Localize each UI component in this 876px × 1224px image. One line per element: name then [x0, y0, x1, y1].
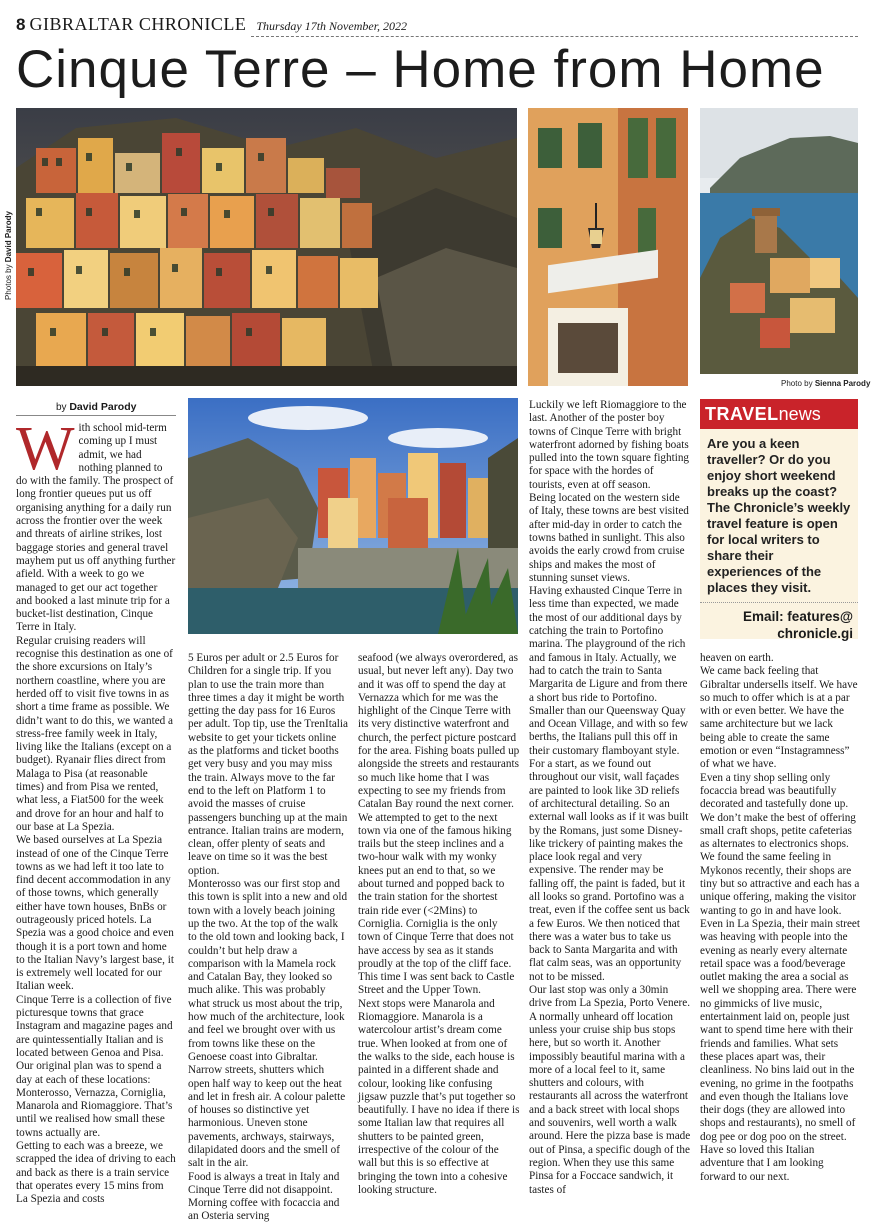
dateline: Thursday 17th November, 2022	[256, 19, 408, 33]
manarola-town-illustration	[16, 108, 517, 386]
drop-cap: W	[16, 415, 75, 483]
article-paragraph: seafood (we always overordered, as usual, but never left any). Day two and it was off to spend the day at Vernazza which for me was the highlight of the Cinque Terre with its very distinctive waterfront and church, the perfect picture postcard for the area. Fishing boats pulled up alongside the streets and restaurants so much like home that I was expecting to see my friends from Catalan Bay round the next corner. We attempted to get to the next town via one of the famous hiking trails but the steep inclines and a two-hour walk with my wonky knees put an end to that, so we about turned and popped back to the train station for the shortest train ride ever (<2Mins) to Corniglia. Corniglia is the only town of Cinque Terre that does not have access by sea as it stands proudly at the top of the cliff face. This time I was sent back to Castle Street and the Upper Town.	[358, 652, 520, 997]
article-paragraph: Next stops were Manarola and Riomaggiore. Manarola is a watercolour artist’s dream come true. When looked at from one of the walks to the side, each house is painted in a different shade and colour, looking like confusing jigsaw puzzle that’s put together so beautifully. I have no idea if there is some Italian law that requires all shutters to be painted green, irrespective of the colour of the wall but this is so effective at bringing the town into a cohesive looking structure.	[358, 997, 520, 1196]
travel-news-header	[700, 399, 858, 429]
travel-divider	[700, 602, 858, 603]
credit-right-prefix: Photo by	[781, 379, 813, 388]
byline	[56, 401, 136, 413]
masthead: GIBRALTAR CHRONICLE	[29, 14, 247, 34]
travel-news-box	[700, 399, 858, 639]
article-paragraph: Having exhausted Cinque Terre in less time than expected, we made the most of our additional days by catching the train to Portofino marina. The playground of the rich and famous in Italy. Actually, we had to catch the train to Santa Margarita de Ligure and from there a short bus ride to Portofino. Smaller than our Queensway Quay and Ocean Village, and with so few berths, the Italians pull this off in their customary flamboyant style.	[529, 585, 689, 757]
photo-coast-tower	[700, 108, 858, 374]
article-column-5	[700, 652, 860, 1200]
photo-credit-left	[4, 210, 13, 300]
travel-email-label: Email: features@	[743, 609, 853, 624]
travel-email-domain: chronicle.gi	[777, 626, 853, 641]
article-paragraph: ith school mid-term coming up I must admit, we had nothing planned to do with the family. The prospect of long frontier queues put us off organising anything for a daily run across the frontier over the week and threats of airline strikes, lost baggage stories and general travel mayhem put us off anything further afield. With a week to go we managed to get our act together and booked a last minute trip for a bucket-list destination, Cinque Terre in Italy.	[16, 422, 176, 634]
article-paragraph: Food is always a treat in Italy and Cinque Terre did not disappoint. Morning coffee with focaccia and an Osteria serving	[188, 1170, 340, 1223]
travel-email	[700, 608, 858, 642]
article-paragraph: Our last stop was only a 30min drive from La Spezia, Porto Venere. A normally unheard off location unless your cruise ship bus stops here, but so worth it. Another impossibly beautiful marina with a more of a local feel to it, same shutters and colours, with restaurants all across the waterfront and a back street with local shops and souvenirs, well worth a walk around. Here the pizza base is made out of Pinsa, a specific dough of the region. When they use this same Pinsa for a Foccace sandwich, it tastes of	[529, 984, 691, 1196]
street-lamp-illustration	[528, 108, 688, 386]
article-paragraph: We came back feeling that Gibraltar undersells itself. We have so much to offer which is at a par with or even better. We have the same architecture but we lack being able to create the same emotion or even “Instagramness” of what we have.	[700, 665, 858, 771]
credit-left-prefix: Photos by	[4, 264, 13, 300]
page-number: 8	[16, 15, 26, 34]
photo-manarola	[16, 108, 517, 386]
article-paragraph: We don’t make the best of offering small craft shops, petite cafeterias as alternates to electronics shops. We found the same feeling in Mykonos recently, their shops are tiny but so attractive and each has a unique offering, making the visitor wanting to go in and have look. Even in La Spezia, their main street was heaving with people into the evening as nearly every alternate retail space was a food/beverage outlet making the area a social as well we shopping area. There were no gimmicks of live music, entertainment laid on, people just want to spend time here with their friends and families. What sets these places apart was, their cleanliness. No bins laid out in the evening, no grime in the footpaths and even though the Italians love their dogs (they are allowed into shops and restaurants), no smell of dog pee or dog poo on the street.	[700, 811, 860, 1143]
article-paragraph: We based ourselves at La Spezia instead of one of the Cinque Terre towns as we had left it too late to find decent accommodation in any of those towns, which generally either have town houses, BnBs or outrageously priced hotels. La Spezia was a good choice and even though it is a port town and home to the Italian Navy’s largest base, it is extremely well located for our Italian week.	[16, 834, 174, 993]
article-column-4	[529, 399, 691, 1200]
article-paragraph: Monterosso was our first stop and this town is split into a new and old town with a lovely beach joining up the two. At the top of the walk to the old town and looking back, I couldn’t but help draw a comparison with la Mamela rock and Catalan Bay, they looked so much alike. This was probably what struck us most about the trip, how much of the architecture, look and feel we brought over with us from towns like these on the Genoese coast into Gibraltar. Narrow streets, shutters which open half way to keep out the heat and let in fresh air. A colour palette of houses so distinctive yet harmonious. Uneven stone pavements, archways, stairways, dilapidated doors and the smell of salt in the air.	[188, 878, 348, 1170]
article-paragraph: heaven on earth.	[700, 652, 774, 664]
credit-right-name: Sienna Parody	[814, 379, 871, 388]
coast-tower-illustration	[700, 108, 858, 374]
article-paragraph: Being located on the western side of Italy, these towns are best visited after mid-day in order to catch the towns bathed in sunlight. This also avoids the early crowd from cruise ships and makes the most of stunning sunset views.	[529, 492, 689, 584]
byline-author: David Parody	[69, 401, 137, 413]
credit-left-name: David Parody	[4, 211, 13, 263]
article-paragraph: 5 Euros per adult or 2.5 Euros for Children for a single trip. If you plan to use the train more than three times a day it might be worth getting the day pass for 16 Euros per adult. Top tip, use the TrenItalia website to get your tickets online as the platforms and ticket booths get very busy and you may miss the train. Always move to the far end to the left on Platform 1 to avoid the masses of cruise passengers bunching up at the main entrance. Italian trains are modern, clean, offer plenty of seats and leave on time so it was the best option.	[188, 652, 348, 877]
header-rule	[251, 36, 858, 37]
photo-riomaggiore	[188, 398, 518, 634]
travel-title-light: news	[778, 404, 821, 424]
photo-street-lamp	[528, 108, 688, 386]
article-paragraph: Cinque Terre is a collection of five picturesque towns that grace Instagram and magazine pages and are quintessentially Italian and is located between Genoa and Pisa. Our original plan was to spend a day at each of these locations: Monterosso, Vernazza, Corniglia, Manarola and Riomaggiore. That’s until we realised how small these towns actually are.	[16, 993, 173, 1139]
article-paragraph: Getting to each was a breeze, we scrapped the idea of driving to each and back as there is a train service that operates every 15 mins from La Spezia and costs	[16, 1140, 176, 1206]
article-paragraph: Regular cruising readers will recognise this destination as one of the shore excursions on Italy’s northern coastline, where you are herded off to visit five towns in as short a time frame as possible. We didn’t want to do this, we wanted a stress-free family week in Italy, living like the Italians (except on a budget). Ryanair flies direct from Malaga to Pisa (at reasonable times) and from Pisa we rented, what less, a Fiat500 for the week and drove for an hour and half to our base at La Spezia.	[16, 634, 174, 833]
article-paragraph: Even a tiny shop selling only focaccia bread was beautifully decorated and tastefully done up.	[700, 771, 849, 811]
travel-title-bold: TRAVEL	[705, 404, 779, 424]
travel-news-body: Are you a keen traveller? Or do you enjoy short weekend breaks up the coast? The Chronicle’s weekly travel feature is open for local writers to share their experiences of the places they visit.	[707, 436, 851, 595]
riomaggiore-illustration	[188, 398, 518, 634]
article-column-2	[188, 652, 348, 1223]
photo-credit-right	[781, 379, 870, 388]
headline: Cinque Terre – Home from Home	[16, 40, 825, 99]
article-paragraph: Have so loved this Italian adventure that I am looking forward to our next.	[700, 1143, 824, 1183]
article-column-1	[16, 415, 176, 1206]
article-column-3	[358, 652, 520, 1200]
byline-prefix: by	[56, 402, 67, 413]
page-header	[16, 14, 858, 36]
article-paragraph: For a start, as we found out throughout our visit, wall façades are painted to look like 3D reliefs of architectural detailing. So an external wall looks as if it was built by the Romans, just some Disney-like trickery of painting makes the place look regal and very expensive. The render may be falling off, the paint is faded, but it all looks so grand. Portofino was a treat, even if the coffee sent us back a few Euros. We then noticed that there was a water bus to take us back to Santa Margarita and with flat calm seas, was an opportunity not to be missed.	[529, 758, 690, 983]
article-paragraph: Luckily we left Riomaggiore to the last. Another of the poster boy towns of Cinque Terre with bright waterfront adorned by fishing boats pulled into the town square fighting for space with the hordes of tourists, even at off season.	[529, 399, 690, 491]
